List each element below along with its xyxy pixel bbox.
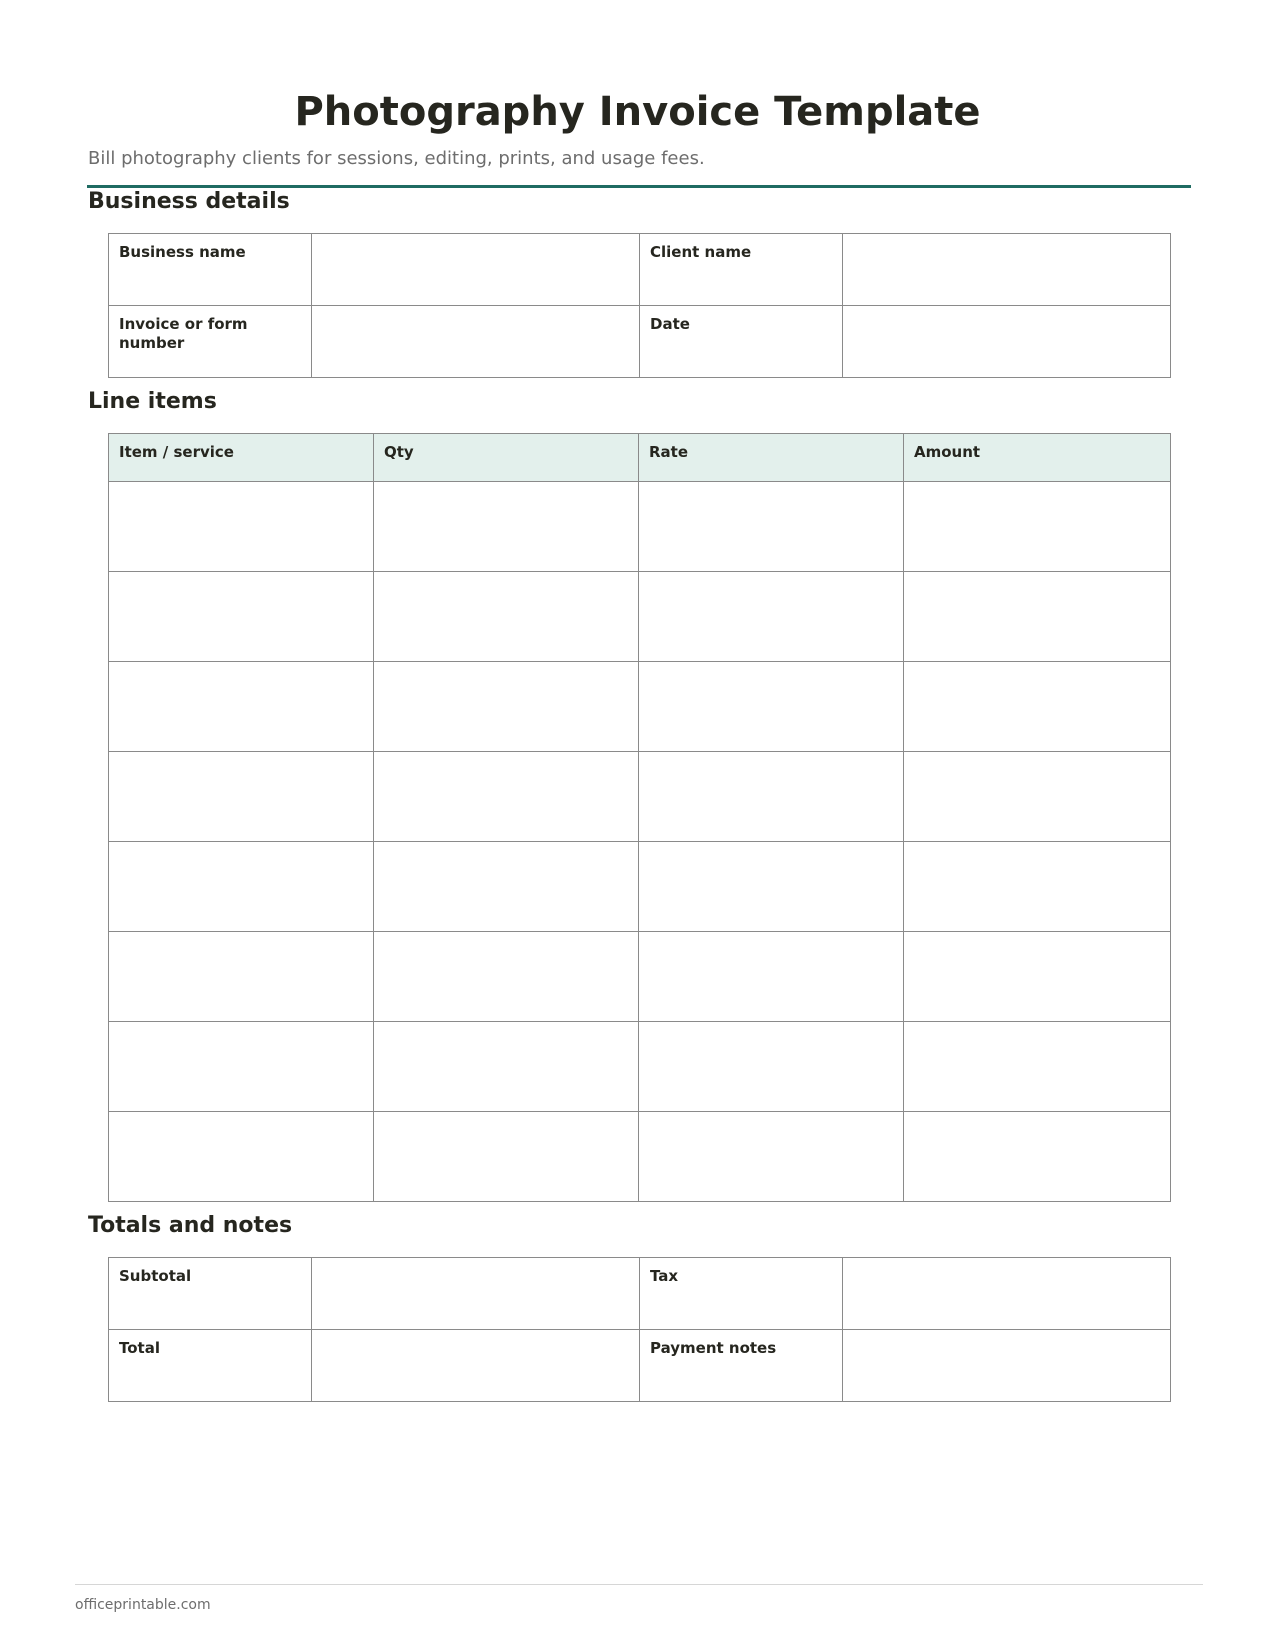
tax-field[interactable] xyxy=(843,1258,1171,1330)
total-label: Total xyxy=(109,1330,312,1402)
rate-cell[interactable] xyxy=(639,1022,904,1112)
business-name-label: Business name xyxy=(109,234,312,306)
total-field[interactable] xyxy=(312,1330,640,1402)
table-row xyxy=(109,1112,1171,1202)
subtotal-label: Subtotal xyxy=(109,1258,312,1330)
footer-site: officeprintable.com xyxy=(75,1597,211,1613)
column-header-rate: Rate xyxy=(639,434,904,482)
line-items-header-row xyxy=(109,434,1171,482)
item-service-cell[interactable] xyxy=(109,842,374,932)
date-field[interactable] xyxy=(843,306,1171,378)
amount-cell[interactable] xyxy=(904,662,1171,752)
client-name-label: Client name xyxy=(640,234,843,306)
item-service-cell[interactable] xyxy=(109,932,374,1022)
page-subtitle: Bill photography clients for sessions, editing, prints, and usage fees. xyxy=(88,148,705,169)
rate-cell[interactable] xyxy=(639,1112,904,1202)
business-details-heading: Business details xyxy=(88,189,290,214)
footer-divider xyxy=(75,1584,1203,1585)
qty-cell[interactable] xyxy=(374,1112,639,1202)
table-row xyxy=(109,842,1171,932)
qty-cell[interactable] xyxy=(374,1022,639,1112)
business-details-row xyxy=(109,306,1171,378)
item-service-cell[interactable] xyxy=(109,752,374,842)
item-service-cell[interactable] xyxy=(109,1112,374,1202)
totals-row xyxy=(109,1258,1171,1330)
line-items-table xyxy=(108,433,1171,1202)
rate-cell[interactable] xyxy=(639,662,904,752)
payment-notes-label: Payment notes xyxy=(640,1330,843,1402)
column-header-amount: Amount xyxy=(904,434,1171,482)
invoice-number-field[interactable] xyxy=(312,306,640,378)
amount-cell[interactable] xyxy=(904,572,1171,662)
item-service-cell[interactable] xyxy=(109,662,374,752)
rate-cell[interactable] xyxy=(639,482,904,572)
rate-cell[interactable] xyxy=(639,572,904,662)
client-name-field[interactable] xyxy=(843,234,1171,306)
qty-cell[interactable] xyxy=(374,752,639,842)
table-row xyxy=(109,662,1171,752)
amount-cell[interactable] xyxy=(904,752,1171,842)
item-service-cell[interactable] xyxy=(109,482,374,572)
business-details-table xyxy=(108,233,1171,378)
table-row xyxy=(109,572,1171,662)
amount-cell[interactable] xyxy=(904,932,1171,1022)
subtotal-field[interactable] xyxy=(312,1258,640,1330)
qty-cell[interactable] xyxy=(374,572,639,662)
qty-cell[interactable] xyxy=(374,842,639,932)
table-row xyxy=(109,1022,1171,1112)
page-title: Photography Invoice Template xyxy=(294,89,981,135)
table-row xyxy=(109,752,1171,842)
payment-notes-field[interactable] xyxy=(843,1330,1171,1402)
date-label: Date xyxy=(640,306,843,378)
business-name-field[interactable] xyxy=(312,234,640,306)
column-header-qty: Qty xyxy=(374,434,639,482)
rate-cell[interactable] xyxy=(639,932,904,1022)
qty-cell[interactable] xyxy=(374,482,639,572)
business-details-row xyxy=(109,234,1171,306)
tax-label: Tax xyxy=(640,1258,843,1330)
invoice-number-label: Invoice or form number xyxy=(109,306,312,378)
totals-table xyxy=(108,1257,1171,1402)
amount-cell[interactable] xyxy=(904,1112,1171,1202)
rate-cell[interactable] xyxy=(639,752,904,842)
rate-cell[interactable] xyxy=(639,842,904,932)
amount-cell[interactable] xyxy=(904,482,1171,572)
item-service-cell[interactable] xyxy=(109,572,374,662)
totals-row xyxy=(109,1330,1171,1402)
column-header-item-service: Item / service xyxy=(109,434,374,482)
qty-cell[interactable] xyxy=(374,932,639,1022)
table-row xyxy=(109,482,1171,572)
qty-cell[interactable] xyxy=(374,662,639,752)
amount-cell[interactable] xyxy=(904,1022,1171,1112)
table-row xyxy=(109,932,1171,1022)
line-items-heading: Line items xyxy=(88,389,217,414)
amount-cell[interactable] xyxy=(904,842,1171,932)
item-service-cell[interactable] xyxy=(109,1022,374,1112)
totals-heading: Totals and notes xyxy=(88,1213,293,1238)
